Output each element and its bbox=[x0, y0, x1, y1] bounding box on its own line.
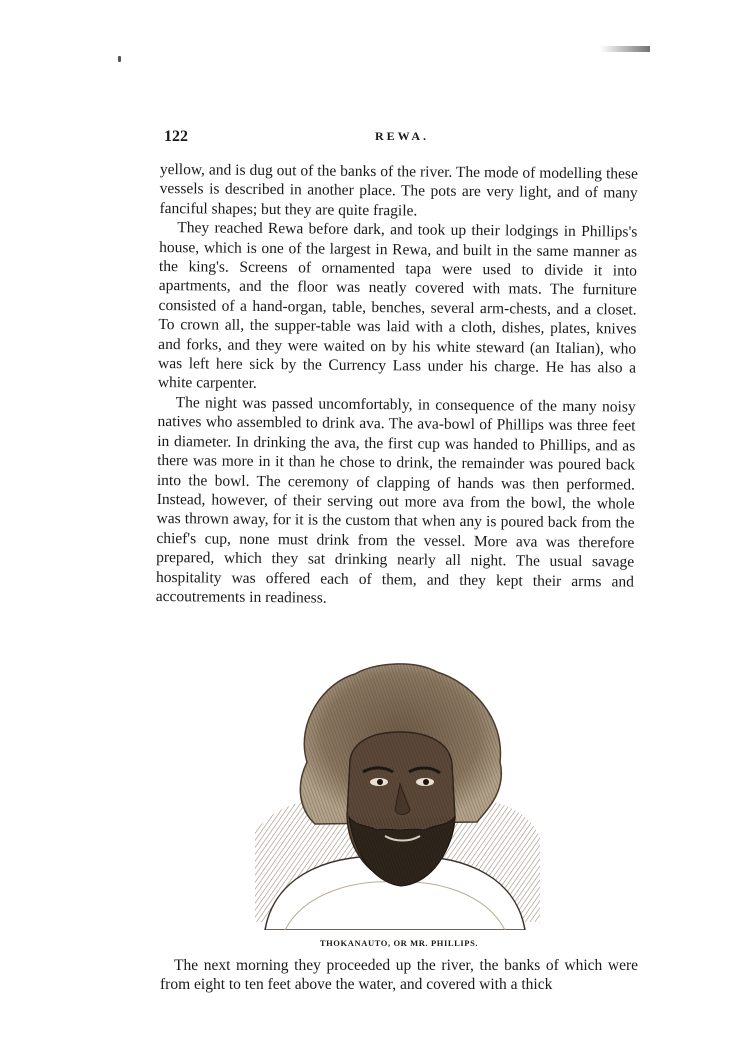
figure-caption: THOKANAUTO, OR MR. PHILLIPS. bbox=[319, 938, 479, 948]
page-header bbox=[164, 128, 640, 150]
scan-speck bbox=[118, 56, 121, 62]
portrait-engraving bbox=[245, 652, 545, 930]
bottom-text bbox=[160, 956, 638, 995]
paragraph-2: They reached Rewa before dark, and took up their lodgings in Phillips's house, which is one of the largest in Rewa, and built in the same manner as the king's. Screens of ornamented tapa were used to divide it into apartments, and the floor was neatly covered with mats. The furniture consisted of a hand-organ, table, benches, several arm-chests, and a closet. To crown all, the supper-table was laid with a cloth, dishes, plates, knives and forks, and they were waited on by his white steward (an Italian), who was left here sick by the Currency Lass under his charge. He has also a white carpenter. bbox=[157, 219, 638, 393]
running-head: REWA. bbox=[374, 129, 429, 143]
paragraph-1: yellow, and is dug out of the banks of the river. The mode of modelling these vessels is described in another place. The pots are very light, and of many fanciful shapes; but they are quite fragile. bbox=[159, 160, 638, 220]
page-number: 122 bbox=[164, 128, 188, 145]
scan-edge-shadow bbox=[600, 46, 650, 52]
paragraph-4: The next morning they proceeded up the river, the banks of which were from eight to ten feet above the water, and covered with a thick bbox=[160, 957, 638, 994]
paragraph-3: The night was passed uncomfortably, in consequence of the many noisy natives who assembled to drink ava. The ava-bowl of Phillips was three feet in diameter. In drinking the ava, the first cup was handed to Phillips, and as there was more in it than he chose to drink, the remainder was poured back into the bowl. The ceremony of clapping of hands was then performed. Instead, however, of their serving out more ava from the bowl, the whole was thrown away, for it is the custom that when any is poured back from the chief's cup, none must drink from the vessel. More ava was therefore prepared, which they sat drinking nearly all night. The usual savage hospitality was offered each of them, and they kept their arms and accoutrements in readiness. bbox=[155, 394, 636, 607]
body-text bbox=[156, 160, 638, 611]
